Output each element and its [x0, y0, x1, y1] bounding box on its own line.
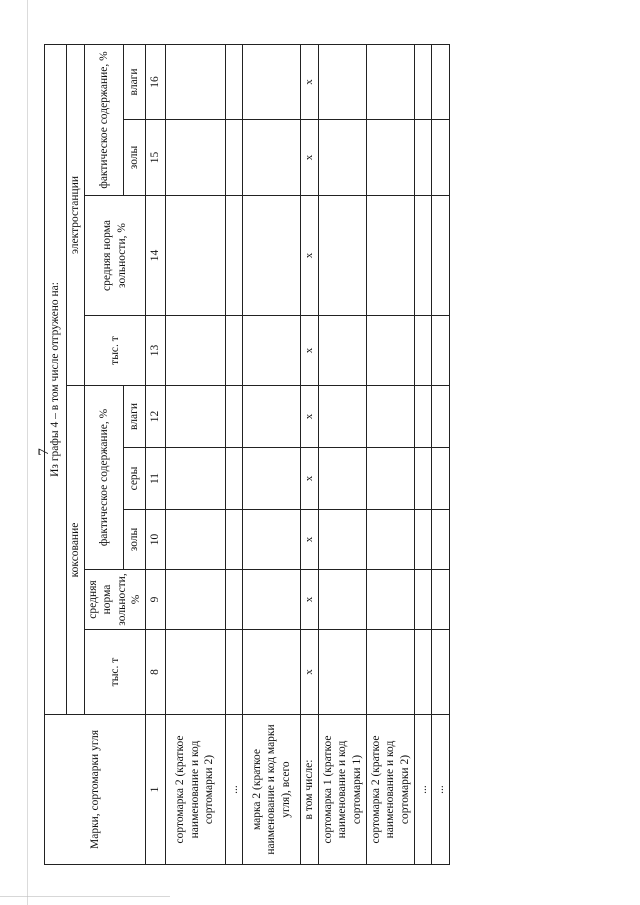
scan-bottom-line — [0, 896, 170, 897]
data-cell — [414, 120, 431, 196]
data-cell — [432, 510, 449, 570]
data-cell — [165, 120, 225, 196]
data-cell — [318, 316, 366, 386]
data-cell — [432, 316, 449, 386]
header-ash: золы — [123, 510, 145, 570]
data-cell — [366, 630, 414, 715]
data-cell — [165, 630, 225, 715]
data-cell — [414, 630, 431, 715]
data-cell — [366, 120, 414, 196]
data-cell — [318, 386, 366, 448]
data-cell — [366, 448, 414, 510]
column-number-row — [145, 44, 165, 864]
data-cell — [414, 448, 431, 510]
data-cell — [432, 630, 449, 715]
table-row — [432, 44, 449, 864]
column-number: 1 — [145, 715, 165, 865]
data-cell: x — [300, 510, 318, 570]
data-cell — [242, 570, 300, 630]
data-cell — [414, 510, 431, 570]
data-cell — [242, 196, 300, 316]
data-cell — [242, 386, 300, 448]
column-number: 9 — [145, 570, 165, 630]
data-cell — [366, 386, 414, 448]
data-cell — [318, 570, 366, 630]
data-cell — [432, 386, 449, 448]
data-cell — [225, 570, 242, 630]
data-cell — [165, 386, 225, 448]
row-label: ... — [225, 715, 242, 865]
data-cell — [432, 120, 449, 196]
header-avg-ash-norm-power: средняя норма зольности, % — [85, 196, 146, 316]
data-cell — [318, 448, 366, 510]
header-from-column-4: Из графы 4 – в том числе отгружено на: — [45, 44, 67, 714]
data-cell — [318, 44, 366, 119]
table-row — [242, 44, 300, 864]
data-cell — [165, 448, 225, 510]
header-mark-column: Марки, сортомарки угля — [45, 715, 146, 865]
row-label: сортомарка 2 (краткое наименование и код сортомарки 2) — [165, 715, 225, 865]
table-row — [366, 44, 414, 864]
data-cell — [366, 44, 414, 119]
table-row — [225, 44, 242, 864]
data-cell — [225, 316, 242, 386]
data-cell — [366, 510, 414, 570]
data-cell — [366, 570, 414, 630]
header-moisture: влаги — [123, 386, 145, 448]
row-label: ... — [432, 715, 449, 865]
data-cell — [165, 510, 225, 570]
column-number: 11 — [145, 448, 165, 510]
row-label: сортомарка 2 (краткое наименование и код сортомарки 2) — [366, 715, 414, 865]
header-actual-content-coking: фактическое содержание, % — [85, 386, 124, 570]
header-avg-ash-norm-coking: средняя норма зольности, % — [85, 570, 146, 630]
data-cell: x — [300, 120, 318, 196]
header-coking: коксование — [67, 386, 85, 715]
data-cell: x — [300, 386, 318, 448]
column-number: 8 — [145, 630, 165, 715]
data-cell — [242, 316, 300, 386]
data-cell — [225, 448, 242, 510]
rotated-table-container — [44, 45, 447, 865]
header-thous-t-coking: тыс. т — [85, 630, 146, 715]
column-number: 13 — [145, 316, 165, 386]
data-cell — [318, 630, 366, 715]
page-number: 7 — [36, 448, 52, 456]
header-moisture-power: влаги — [123, 44, 145, 119]
header-ash-power: золы — [123, 120, 145, 196]
table-row — [318, 44, 366, 864]
column-number: 12 — [145, 386, 165, 448]
row-label: ... — [414, 715, 431, 865]
scan-edge-line — [27, 0, 28, 905]
data-cell — [366, 316, 414, 386]
data-cell: x — [300, 448, 318, 510]
data-cell — [165, 316, 225, 386]
data-cell — [432, 196, 449, 316]
table-row — [300, 44, 318, 864]
header-row-1 — [45, 44, 67, 864]
data-cell — [414, 44, 431, 119]
data-cell — [414, 316, 431, 386]
data-cell — [165, 196, 225, 316]
column-number: 15 — [145, 120, 165, 196]
data-cell — [432, 44, 449, 119]
data-cell — [242, 630, 300, 715]
header-actual-content-power: фактическое содержание, % — [85, 44, 124, 195]
data-cell — [432, 570, 449, 630]
header-sulfur: серы — [123, 448, 145, 510]
table-row — [414, 44, 431, 864]
data-cell — [414, 386, 431, 448]
data-cell — [242, 120, 300, 196]
data-cell — [318, 196, 366, 316]
header-power-plants: электростанции — [67, 44, 85, 385]
data-cell: x — [300, 630, 318, 715]
data-cell: x — [300, 196, 318, 316]
data-cell: x — [300, 316, 318, 386]
column-number: 10 — [145, 510, 165, 570]
row-label: сортомарка 1 (краткое наименование и код сортомарки 1) — [318, 715, 366, 865]
column-number: 14 — [145, 196, 165, 316]
row-label: в том числе: — [300, 715, 318, 865]
data-cell — [318, 510, 366, 570]
data-cell — [225, 386, 242, 448]
data-cell — [318, 120, 366, 196]
header-thous-t-power: тыс. т — [85, 316, 146, 386]
row-label: марка 2 (краткое наименование и код марки угля), всего — [242, 715, 300, 865]
coal-shipment-table — [44, 44, 450, 865]
column-number: 16 — [145, 44, 165, 119]
data-cell: x — [300, 570, 318, 630]
data-cell — [242, 510, 300, 570]
data-cell — [225, 120, 242, 196]
data-cell — [225, 630, 242, 715]
data-cell — [414, 570, 431, 630]
data-cell — [225, 196, 242, 316]
data-cell — [242, 448, 300, 510]
data-cell — [225, 44, 242, 119]
data-cell — [432, 448, 449, 510]
data-cell — [414, 196, 431, 316]
data-cell: x — [300, 44, 318, 119]
data-cell — [225, 510, 242, 570]
data-cell — [165, 44, 225, 119]
data-cell — [165, 570, 225, 630]
table-row — [165, 44, 225, 864]
data-cell — [366, 196, 414, 316]
data-cell — [242, 44, 300, 119]
